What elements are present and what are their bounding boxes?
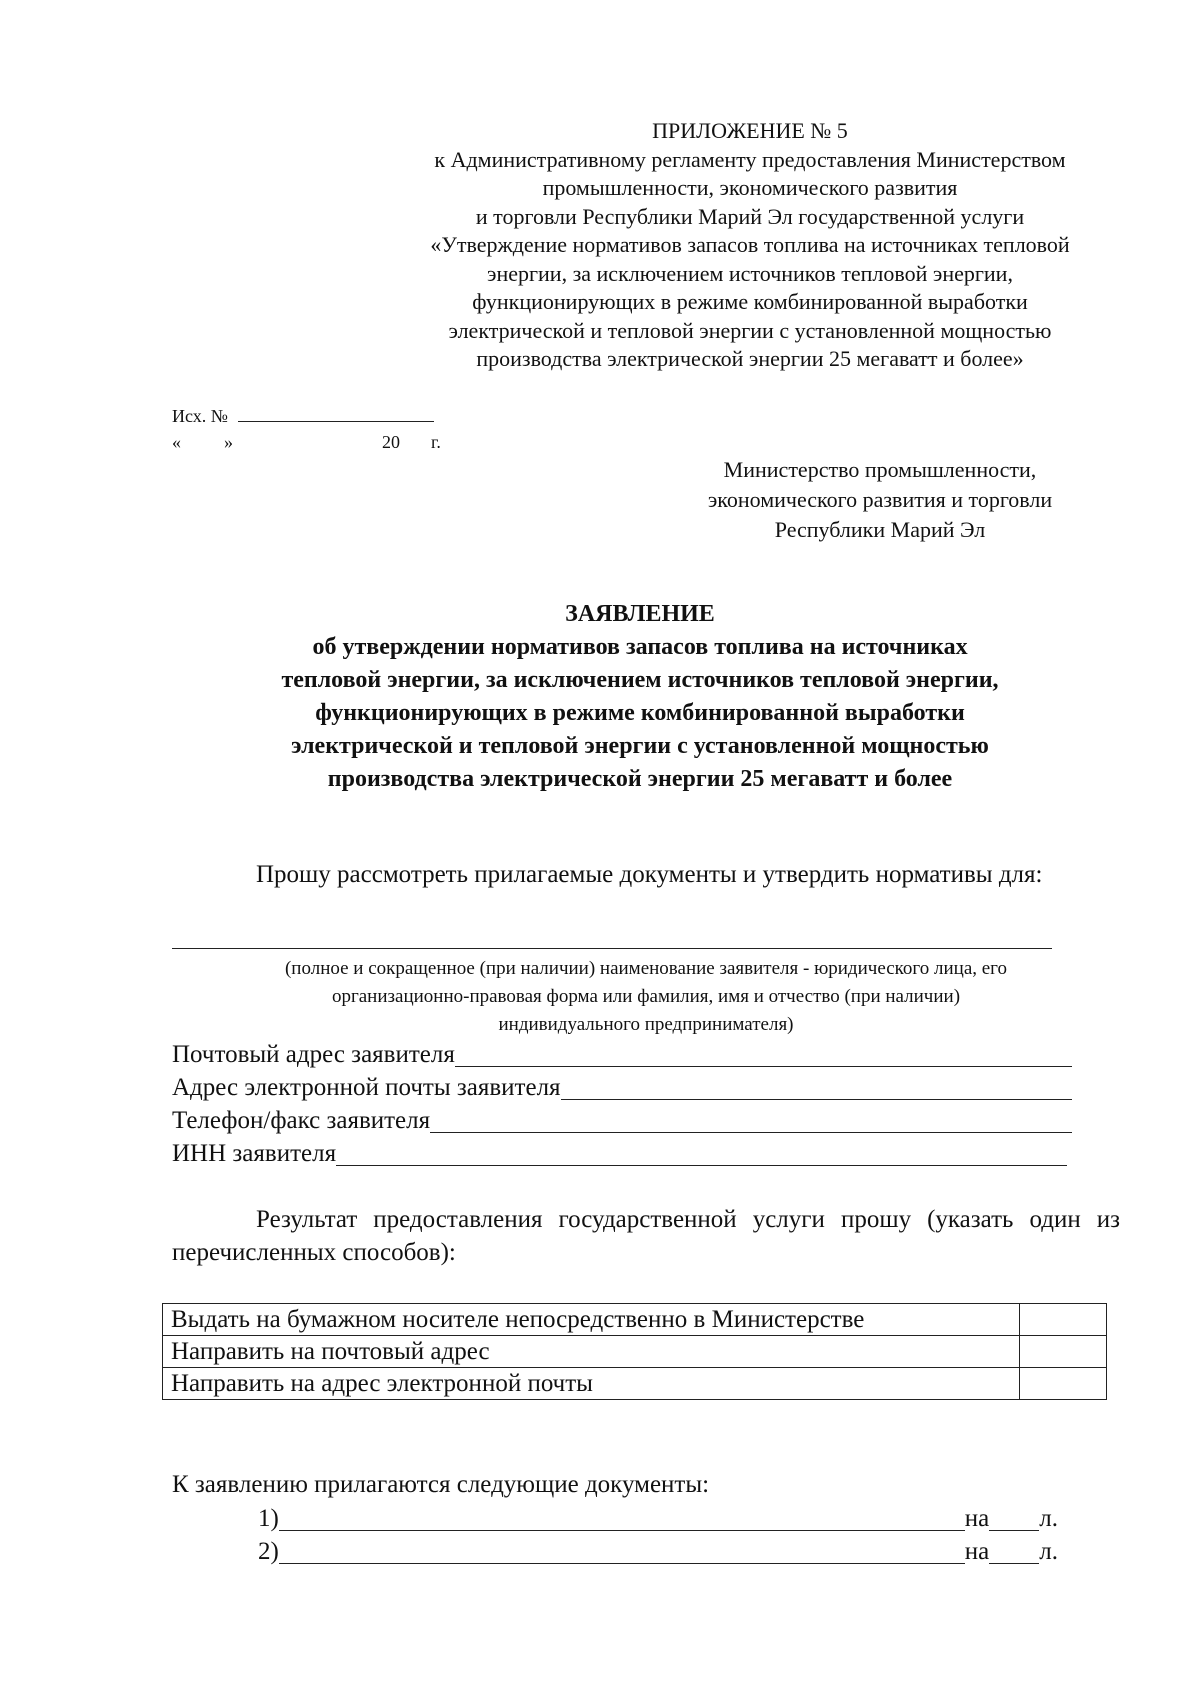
addressee-block xyxy=(650,455,1110,545)
phone-label: Телефон/факс заявителя xyxy=(172,1107,431,1134)
result-option-checkbox[interactable] xyxy=(1020,1304,1107,1336)
table-row xyxy=(163,1304,1107,1336)
appendix-line: «Утверждение нормативов запасов топлива на источниках тепловой xyxy=(430,232,1070,257)
document-pages-blank[interactable] xyxy=(989,1530,1039,1531)
inn-field xyxy=(172,1137,1067,1170)
date-year-prefix: 20 xyxy=(382,432,400,452)
document-l: л. xyxy=(1039,1538,1058,1565)
outgoing-number-label: Исх. № xyxy=(172,406,228,426)
appendix-line: функционирующих в режиме комбинированной выработки xyxy=(472,289,1028,314)
applicant-name-line[interactable] xyxy=(172,948,1052,949)
appendix-line: электрической и тепловой энергии с установленной мощностью xyxy=(448,317,1052,343)
appendix-line: промышленности, экономического развития xyxy=(542,175,958,200)
appendix-line: энергии, за исключением источников тепловой энергии, xyxy=(487,260,1013,286)
phone-blank[interactable] xyxy=(430,1131,1072,1133)
document-l: л. xyxy=(1039,1505,1058,1532)
outgoing-number-block xyxy=(172,403,441,455)
result-option-checkbox[interactable] xyxy=(1020,1336,1107,1368)
result-option-checkbox[interactable] xyxy=(1020,1368,1107,1400)
postal-address-blank[interactable] xyxy=(455,1065,1072,1067)
result-option-label: Направить на почтовый адрес xyxy=(163,1336,1020,1368)
email-blank[interactable] xyxy=(561,1098,1072,1100)
outgoing-date-row xyxy=(172,429,441,455)
applicant-hint-line: индивидуального предпринимателя) xyxy=(498,1014,794,1035)
title-line: об утверждении нормативов запасов топлива на источниках xyxy=(312,634,968,660)
document-na: на xyxy=(964,1538,990,1565)
result-paragraph: Результат предоставления государственной услуги прошу (указать один из перечисленных способов): xyxy=(172,1206,1120,1266)
appendix-line: ПРИЛОЖЕНИЕ № 5 xyxy=(652,118,848,143)
outgoing-number-row xyxy=(172,403,441,429)
documents-intro: К заявлению прилагаются следующие документы: xyxy=(172,1471,710,1498)
document-title xyxy=(160,598,1120,796)
applicant-hint-line: организационно-правовая форма или фамилия, имя и отчество (при наличии) xyxy=(331,986,961,1007)
inn-label: ИНН заявителя xyxy=(172,1140,337,1167)
document-na: на xyxy=(964,1505,990,1532)
title-line: тепловой энергии, за исключением источников тепловой энергии, xyxy=(281,667,999,693)
title-line: производства электрической энергии 25 мегаватт и более xyxy=(327,766,953,792)
applicant-hint-line: (полное и сокращенное (при наличии) наименование заявителя - юридического лица, его xyxy=(284,958,1008,979)
result-option-label: Направить на адрес электронной почты xyxy=(163,1368,1020,1400)
postal-address-label: Почтовый адрес заявителя xyxy=(172,1041,455,1068)
request-paragraph: Прошу рассмотреть прилагаемые документы и утвердить нормативы для: xyxy=(256,861,1043,888)
applicant-hint xyxy=(172,955,1120,1039)
phone-field xyxy=(172,1104,1072,1137)
appendix-line: и торговли Республики Марий Эл государственной услуги xyxy=(475,203,1025,229)
result-options-table xyxy=(162,1303,1107,1400)
addressee-line: Министерство промышленности, xyxy=(723,457,1037,482)
date-quote-close: » xyxy=(224,432,233,452)
appendix-header xyxy=(380,117,1120,374)
postal-address-field xyxy=(172,1038,1072,1071)
document-pages-blank[interactable] xyxy=(989,1563,1039,1564)
table-row xyxy=(163,1336,1107,1368)
outgoing-number-blank[interactable] xyxy=(238,421,434,422)
email-label: Адрес электронной почты заявителя xyxy=(172,1074,561,1101)
table-row xyxy=(163,1368,1107,1400)
document-item xyxy=(258,1535,1058,1568)
title-line: функционирующих в режиме комбинированной выработки xyxy=(315,700,965,726)
document-name-blank[interactable] xyxy=(279,1563,965,1564)
date-year-suffix: г. xyxy=(431,432,441,452)
title-heading: ЗАЯВЛЕНИЕ xyxy=(565,601,715,627)
addressee-line: Республики Марий Эл xyxy=(774,517,986,542)
inn-blank[interactable] xyxy=(336,1164,1067,1166)
addressee-line: экономического развития и торговли xyxy=(707,487,1053,512)
title-line: электрической и тепловой энергии с установленной мощностью xyxy=(291,733,989,759)
appendix-line: производства электрической энергии 25 мегаватт и более» xyxy=(476,346,1024,371)
document-name-blank[interactable] xyxy=(279,1530,965,1531)
date-quote-open: « xyxy=(172,432,181,452)
document-item xyxy=(258,1502,1058,1535)
document-number: 2) xyxy=(258,1538,279,1565)
result-option-label: Выдать на бумажном носителе непосредственно в Министерстве xyxy=(163,1304,1020,1336)
document-number: 1) xyxy=(258,1505,279,1532)
appendix-line: к Административному регламенту предоставления Министерством xyxy=(434,146,1066,172)
email-field xyxy=(172,1071,1072,1104)
